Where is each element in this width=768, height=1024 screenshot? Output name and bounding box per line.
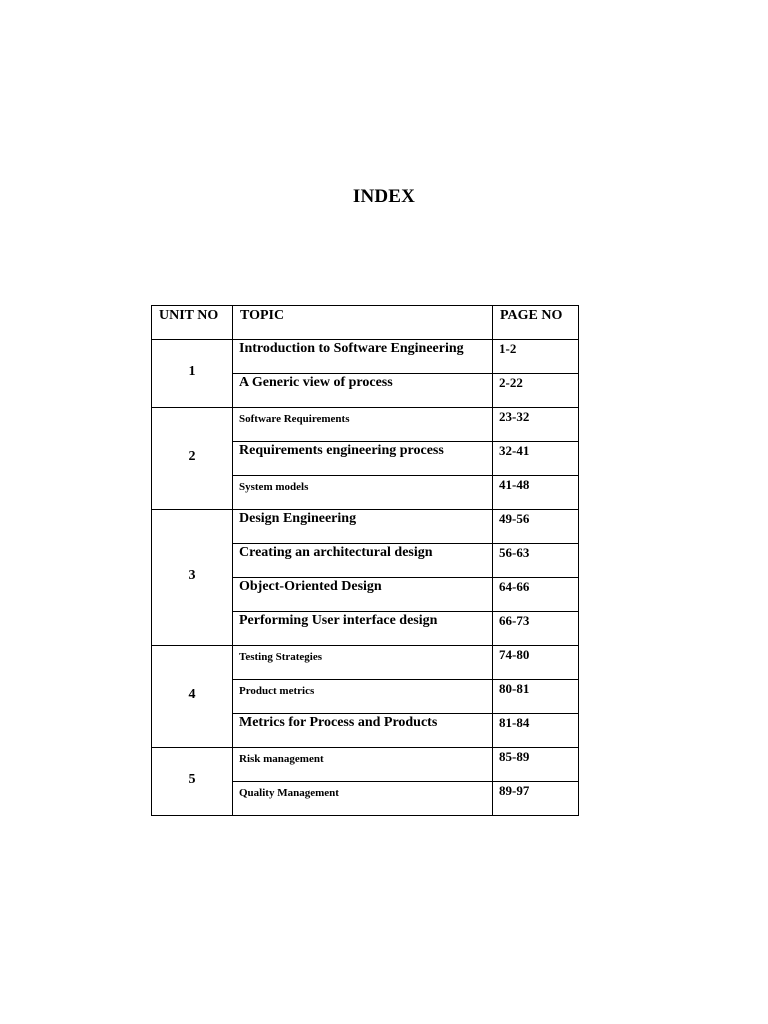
topic-label: Testing Strategies	[239, 651, 323, 663]
page-cell	[493, 748, 579, 782]
topic-cell	[233, 374, 493, 408]
topic-label: Risk management	[239, 753, 324, 765]
topic-cell	[233, 612, 493, 646]
topic-cell	[233, 714, 493, 748]
header-unit-no	[152, 306, 233, 340]
topic-cell	[233, 544, 493, 578]
page-range: 80-81	[499, 681, 530, 696]
topic-label: Product metrics	[239, 685, 315, 697]
topic-label: Software Requirements	[239, 413, 350, 425]
unit-cell	[152, 408, 233, 510]
page-cell	[493, 714, 579, 748]
unit-cell	[152, 510, 233, 646]
table-row	[152, 340, 579, 374]
page-cell	[493, 680, 579, 714]
table-row	[152, 510, 579, 544]
page-cell	[493, 510, 579, 544]
unit-cell	[152, 646, 233, 748]
unit-number: 2	[188, 448, 196, 464]
topic-label: A Generic view of process	[239, 375, 393, 390]
topic-cell	[233, 510, 493, 544]
topic-label: Metrics for Process and Products	[239, 715, 438, 730]
unit-number: 4	[188, 686, 196, 702]
index-table	[151, 305, 579, 816]
topic-cell	[233, 340, 493, 374]
page-range: 49-56	[499, 511, 530, 526]
topic-label: Object-Oriented Design	[239, 579, 382, 594]
header-topic-label: TOPIC	[240, 308, 285, 323]
page-cell	[493, 578, 579, 612]
topic-label: Performing User interface design	[239, 613, 438, 628]
topic-label: Introduction to Software Engineering	[239, 341, 464, 356]
unit-number: 5	[188, 771, 196, 787]
header-page-label: PAGE NO	[500, 308, 563, 323]
topic-cell	[233, 442, 493, 476]
table-header-row	[152, 306, 579, 340]
topic-cell	[233, 476, 493, 510]
header-unit-label: UNIT NO	[159, 308, 219, 323]
topic-label: System models	[239, 481, 309, 493]
topic-label: Quality Management	[239, 787, 339, 799]
page-range: 89-97	[499, 783, 530, 798]
topic-cell	[233, 578, 493, 612]
unit-cell	[152, 340, 233, 408]
page-cell	[493, 374, 579, 408]
page-cell	[493, 340, 579, 374]
page-cell	[493, 612, 579, 646]
page-title: INDEX	[352, 186, 416, 207]
page-range: 1-2	[499, 341, 517, 356]
header-page-no	[493, 306, 579, 340]
topic-cell	[233, 646, 493, 680]
page-cell	[493, 646, 579, 680]
topic-cell	[233, 408, 493, 442]
page-cell	[493, 544, 579, 578]
unit-cell	[152, 748, 233, 816]
table-row	[152, 646, 579, 680]
page-cell	[493, 476, 579, 510]
page-cell	[493, 782, 579, 816]
topic-label: Creating an architectural design	[239, 545, 433, 560]
page-range: 23-32	[499, 409, 530, 424]
topic-label: Design Engineering	[239, 511, 357, 526]
topic-cell	[233, 748, 493, 782]
page-range: 74-80	[499, 647, 530, 662]
unit-number: 1	[188, 363, 196, 379]
topic-label: Requirements engineering process	[239, 443, 444, 458]
topic-cell	[233, 680, 493, 714]
page-range: 41-48	[499, 477, 530, 492]
page-range: 81-84	[499, 715, 530, 730]
page-cell	[493, 408, 579, 442]
table-row	[152, 748, 579, 782]
unit-number: 3	[188, 567, 196, 583]
page-range: 64-66	[499, 579, 530, 594]
page-cell	[493, 442, 579, 476]
table-row	[152, 408, 579, 442]
page-range: 2-22	[499, 375, 523, 390]
topic-cell	[233, 782, 493, 816]
page-range: 66-73	[499, 613, 530, 628]
page-range: 56-63	[499, 545, 530, 560]
page-range: 32-41	[499, 443, 530, 458]
page-range: 85-89	[499, 749, 530, 764]
header-topic	[233, 306, 493, 340]
